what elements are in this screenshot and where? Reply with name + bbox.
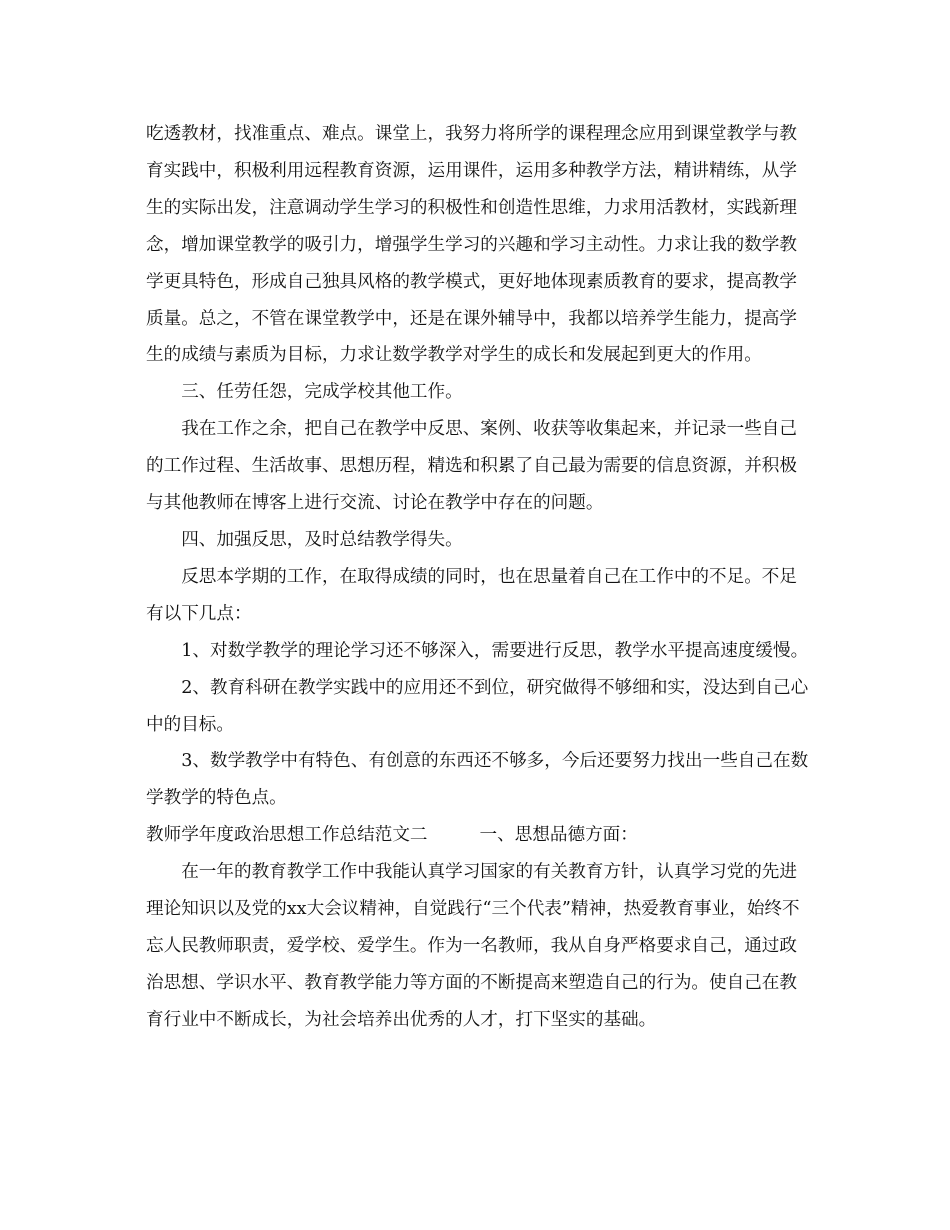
heading-section-three: 三、任劳任怨，完成学校其他工作。 xyxy=(181,382,463,403)
heading-line xyxy=(146,817,814,854)
document-title: 教师学年度政治思想工作总结范文二 xyxy=(146,825,428,846)
document-body xyxy=(146,116,814,1039)
paragraph-reflection: 反思本学期的工作，在取得成绩的同时，也在思量着自己在工作中的不足。不足有以下几点： xyxy=(146,566,797,624)
paragraph-blog-exchange: 我在工作之余，把自己在教学中反思、案例、收获等收集起来，并记录一些自己的工作过程、生活故事、思想历程，精选和积累了自己最为需要的信息资源，并积极与其他教师在博客上进行交流、讨论在教学中存在的问题。 xyxy=(146,419,797,514)
paragraph-teaching-methods: 吃透教材，找准重点、难点。课堂上，我努力将所学的课程理念应用到课堂教学与教育实践中，积极利用远程教育资源，运用课件，运用多种教学方法，精讲精练，从学生的实际出发，注意调动学生学习的积极性和创造性思维，力求用活教材，实践新理念，增加课堂教学的吸引力，增强学生学习的兴趣和学习主动性。力求让我的数学教学更具特色，形成自己独具风格的教学模式，更好地体现素质教育的要求，提高教学质量。总之，不管在课堂教学中，还是在课外辅导中，我都以培养学生能力，提高学生的成绩与素质为目标，力求让数学教学对学生的成长和发展起到更大的作用。 xyxy=(146,124,797,366)
paragraph-ideology: 在一年的教育教学工作中我能认真学习国家的有关教育方针，认真学习党的先进理论知识以及党的xx大会议精神，自觉践行“三个代表”精神，热爱教育事业，始终不忘人民教师职责，爱学校、爱学生。作为一名教师，我从自身严格要求自己，通过政治思想、学识水平、教育教学能力等方面的不断提高来塑造自己的行为。使自己在教育行业中不断成长，为社会培养出优秀的人才，打下坚实的基础。 xyxy=(146,862,800,1030)
section-heading-ideology: 一、思想品德方面： xyxy=(479,825,638,846)
list-item-shortcoming-3: 3、数学教学中有特色、有创意的东西还不够多，今后还要努力找出一些自己在数学教学的特色点。 xyxy=(146,751,809,809)
heading-section-four: 四、加强反思，及时总结教学得失。 xyxy=(181,529,463,550)
list-item-shortcoming-2: 2、教育科研在教学实践中的应用还不到位，研究做得不够细和实，没达到自己心中的目标。 xyxy=(146,677,809,735)
list-item-shortcoming-1: 1、对数学教学的理论学习还不够深入，需要进行反思，教学水平提高速度缓慢。 xyxy=(181,640,809,661)
